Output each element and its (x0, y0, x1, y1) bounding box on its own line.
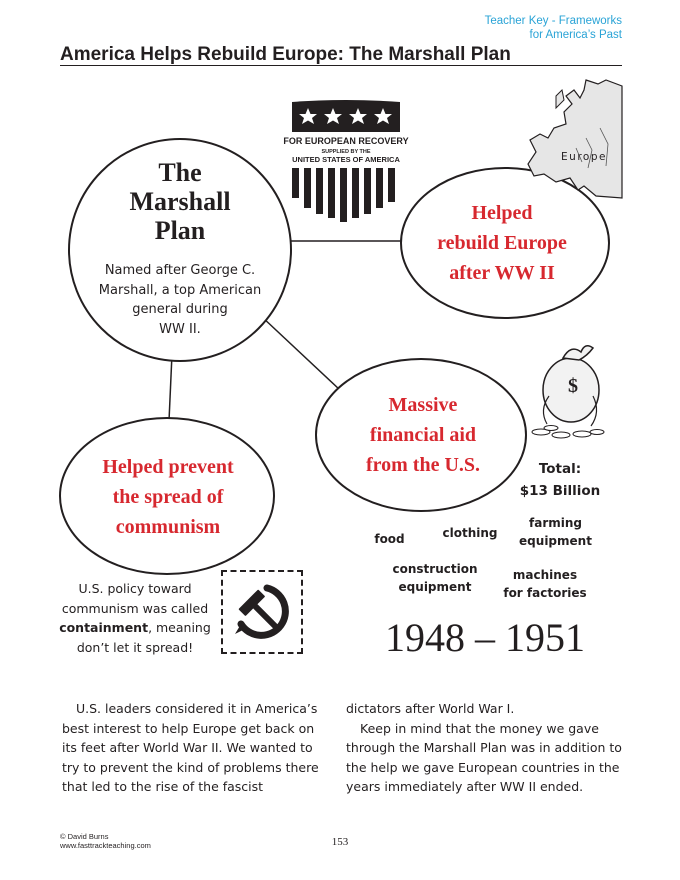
prevent-line2: the spread of (112, 486, 224, 508)
prevent-line3: communism (115, 516, 221, 538)
machines-line2: for factories (503, 586, 587, 600)
containment-line3 (55, 618, 215, 638)
farming-line1: farming (529, 516, 582, 530)
total-amount: $13 Billion (519, 483, 601, 499)
hammer-and-sickle-box (221, 570, 303, 654)
teacher-key-line1: Teacher Key - Frameworks (484, 15, 622, 27)
prevent-communism-text (63, 452, 273, 542)
page-number: 153 (331, 836, 349, 848)
marshall-desc-line4: WW II. (159, 321, 201, 337)
rebuild-line3: after WW II (449, 262, 555, 284)
right-continuation-text: dictators after World War I. (346, 701, 515, 716)
rebuild-line2: rebuild Europe (437, 232, 567, 254)
containment-line1: U.S. policy toward (78, 581, 192, 596)
money-bag-icon (527, 334, 607, 440)
aid-item-farming-equipment (508, 514, 603, 550)
body-paragraph-left (62, 699, 327, 797)
european-recovery-shield-icon (283, 100, 409, 228)
containment-line3-rest: , meaning (148, 620, 211, 635)
aid-item-clothing: clothing (442, 526, 498, 540)
aid-item-construction-equipment (380, 560, 490, 596)
marshall-plan-title (70, 158, 290, 245)
containment-bold-word: containment (59, 620, 149, 635)
connector-main-to-prevent (169, 354, 172, 421)
poster-line3: UNITED STATES OF AMERICA (292, 155, 400, 164)
europe-map-icon (526, 78, 624, 200)
financial-aid-text (318, 390, 528, 480)
right-paragraph-text: Keep in mind that the money we gave through the Marshall Plan was in addition to the help we gave European countries in the years immediately after WW II ended. (346, 720, 622, 794)
marshall-desc-line2: Marshall, a top American (98, 282, 262, 298)
left-paragraph-text: U.S. leaders considered it in America’s best interest to help Europe get back on its feet after World War II. We wanted to try to prevent the kind of problems there that led to the rise of the fascist (62, 701, 319, 794)
rebuild-line1: Helped (471, 202, 533, 224)
footer-credit-line2: www.fasttrackteaching.com (60, 841, 151, 850)
footer-credit (60, 832, 151, 850)
aid-line3: from the U.S. (365, 454, 481, 476)
total-label: Total: (538, 461, 582, 477)
marshall-desc-line1: Named after George C. (104, 263, 256, 278)
construction-line1: construction (392, 562, 478, 576)
marshall-title-line1: The (158, 158, 202, 187)
page-title: America Helps Rebuild Europe: The Marshall Plan (60, 44, 511, 65)
aid-item-food: food (374, 532, 405, 546)
hammer-and-sickle-icon (223, 572, 300, 651)
marshall-desc-line3: general during (132, 302, 228, 317)
construction-line2: equipment (398, 580, 472, 594)
poster-line1: FOR EUROPEAN RECOVERY (283, 136, 409, 146)
marshall-plan-description (85, 261, 275, 339)
body-paragraph-right (346, 699, 628, 797)
containment-line2: communism was called (61, 600, 209, 616)
containment-line4: don’t let it spread! (76, 639, 194, 655)
prevent-line1: Helped prevent (102, 456, 234, 478)
marshall-title-line3: Plan (154, 216, 206, 245)
aid-line1: Massive (388, 394, 458, 416)
footer-credit-line1: © David Burns (60, 832, 109, 841)
map-label: Europe (561, 151, 607, 163)
aid-item-machines (490, 566, 600, 602)
poster-line2: SUPPLIED BY THE (321, 149, 371, 155)
aid-line2: financial aid (369, 424, 477, 446)
teacher-key-line2: for America’s Past (529, 29, 622, 41)
rebuild-europe-text (402, 198, 602, 288)
svg-text:$: $ (568, 375, 578, 397)
marshall-title-line2: Marshall (129, 187, 231, 216)
farming-line2: equipment (519, 534, 592, 548)
years-range: 1948 – 1951 (385, 615, 585, 660)
containment-note (55, 579, 215, 657)
machines-line1: machines (512, 568, 578, 582)
